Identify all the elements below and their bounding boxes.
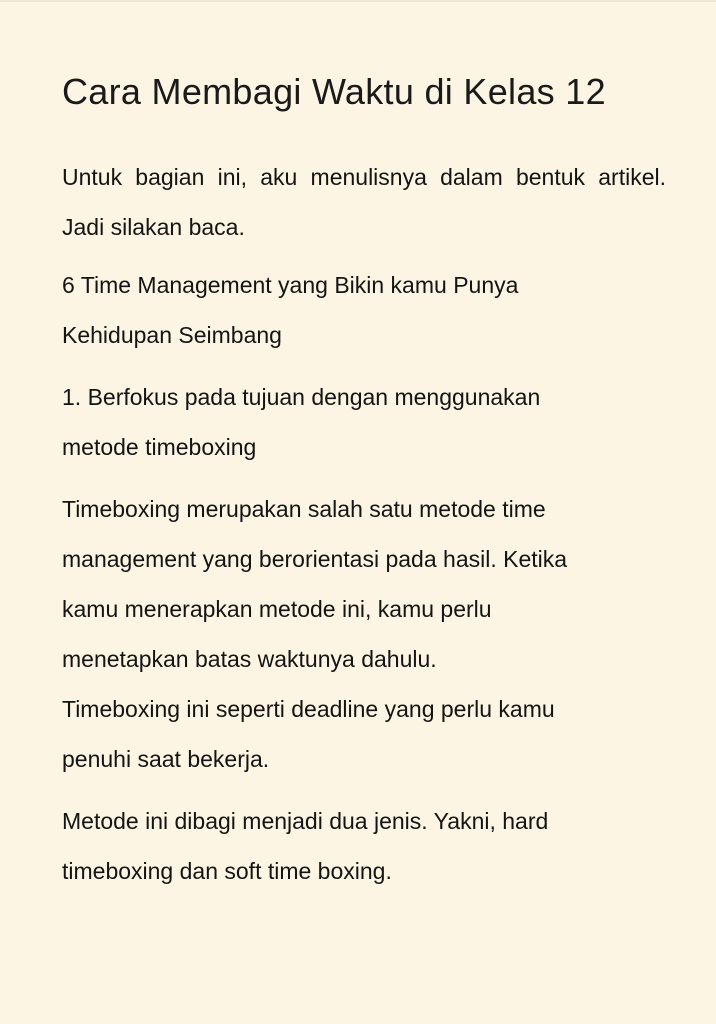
point-heading xyxy=(62,372,666,472)
page-top-edge xyxy=(0,0,716,2)
subtitle-block xyxy=(62,260,666,360)
document-body xyxy=(62,68,666,896)
body-line: Timeboxing merupakan salah satu metode time xyxy=(62,496,546,522)
body-line: management yang berorientasi pada hasil. Ketika xyxy=(62,546,568,572)
document-title: Cara Membagi Waktu di Kelas 12 xyxy=(62,71,606,112)
body-paragraph-timeboxing xyxy=(62,484,666,784)
subtitle-line: 6 Time Management yang Bikin kamu Punya xyxy=(62,272,519,298)
body-line: penuhi saat bekerja. xyxy=(62,746,270,772)
body-line: Timeboxing ini seperti deadline yang perlu kamu xyxy=(62,696,555,722)
point-heading-line: 1. Berfokus pada tujuan dengan menggunakan xyxy=(62,384,541,410)
intro-paragraph: Untuk bagian ini, aku menulisnya dalam bentuk artikel. Jadi silakan baca. xyxy=(62,164,666,240)
body-line: Metode ini dibagi menjadi dua jenis. Yakni, hard xyxy=(62,808,549,834)
body-line: timeboxing dan soft time boxing. xyxy=(62,858,392,884)
body-paragraph-types xyxy=(62,796,666,896)
point-heading-line: metode timeboxing xyxy=(62,434,257,460)
body-line: kamu menerapkan metode ini, kamu perlu xyxy=(62,596,492,622)
body-line: menetapkan batas waktunya dahulu. xyxy=(62,646,437,672)
subtitle-line: Kehidupan Seimbang xyxy=(62,322,282,348)
